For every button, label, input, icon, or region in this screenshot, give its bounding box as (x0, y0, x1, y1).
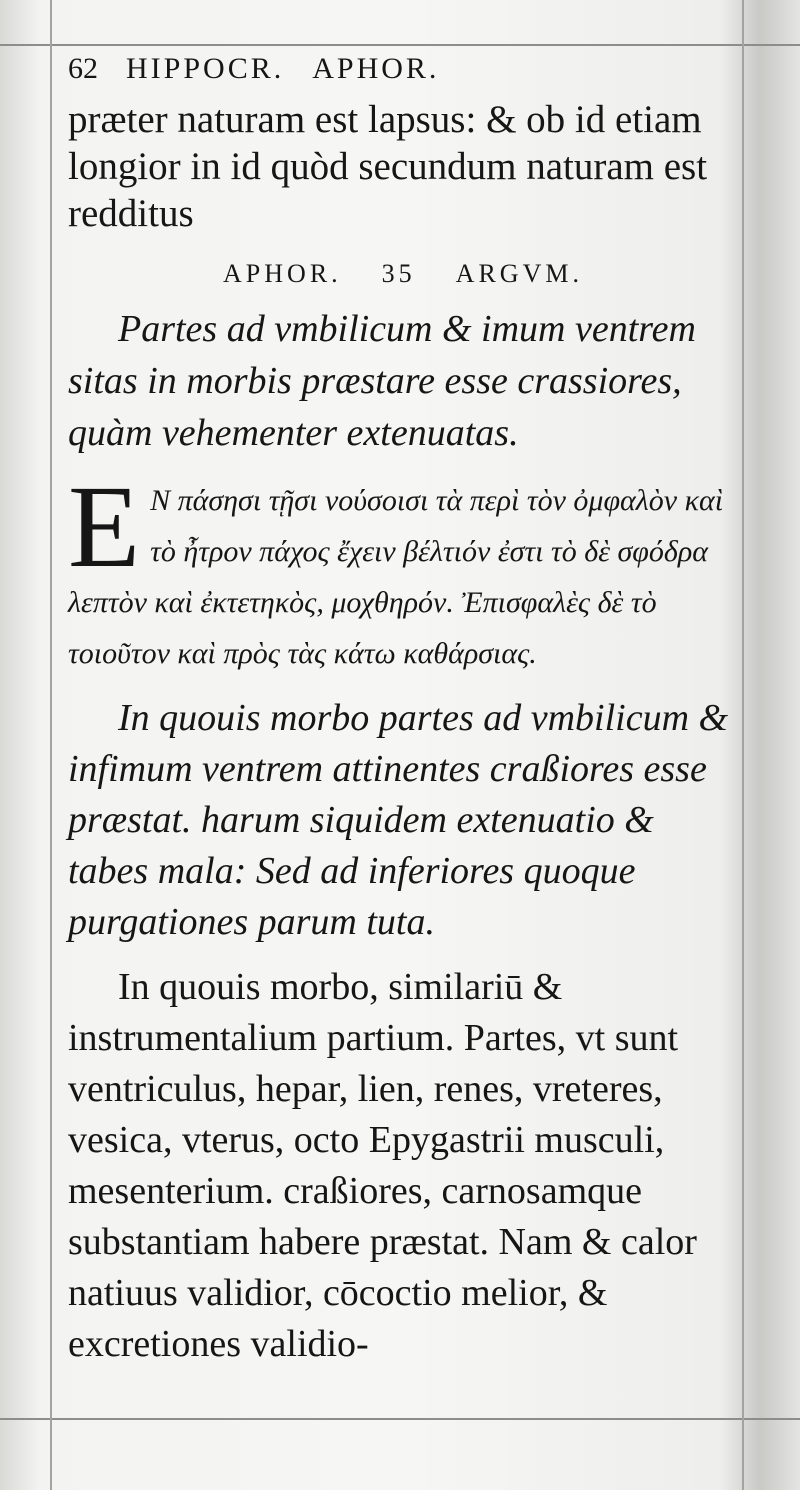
scan-edge-right (742, 0, 744, 1490)
aphorism-label: APHOR. (223, 259, 342, 288)
scan-edge-top (0, 44, 800, 46)
running-head-left: HIPPOCR. (126, 52, 285, 85)
aphorism-number: 35 (381, 259, 416, 288)
running-head-right: APHOR. (312, 52, 440, 85)
greek-text: Ν πάσησι τῇσι νούσοισι τὰ περὶ τὸν ὀμφαλὸν καὶ τὸ ἦτρον πάχος ἔχειν βέλτιόν ἐστι τὸ δὲ σφόδρα λεπτὸν καὶ ἐκτετηκὸς, μοχθηρόν. Ἐπισφαλὲς δὲ τὸ τοιοῦτον καὶ πρὸς τὰς κάτω καθάρσιας. (68, 484, 724, 670)
aphorism-heading (68, 259, 738, 289)
latin-translation: In quouis morbo partes ad vmbilicum & infimum ventrem attinentes craßiores esse præstat. harum siquidem extenuatio & tabes mala: Sed ad inferiores quoque purgationes parum tuta. (68, 697, 729, 943)
running-head (68, 52, 738, 96)
page-text (68, 52, 738, 1370)
argument-text: Partes ad vmbilicum & imum ventrem sitas in morbis præstare esse crassiores, quàm vehementer extenuatas. (68, 308, 696, 454)
aphorism-argument: ARGVM. (455, 259, 583, 288)
greek-paragraph (68, 461, 738, 679)
scan-edge-left (50, 0, 52, 1490)
scan-edge-bottom (0, 1418, 800, 1420)
drop-cap: E (68, 461, 141, 592)
continuation-text: præter naturam est lapsus: & ob id etiam longior in id quòd secundum naturam est redditus (68, 98, 708, 235)
commentary-text: In quouis morbo, similariū & instrumentalium partium. Partes, vt sunt ventriculus, hepar, lien, renes, vreteres, vesica, vterus, octo Epygastrii musculi, mesenterium. craßiores, carnosamque substantiam habere præstat. Nam & calor natiuus validior, cōcoctio melior, & excretiones validio- (68, 966, 697, 1365)
page-number: 62 (68, 52, 98, 85)
